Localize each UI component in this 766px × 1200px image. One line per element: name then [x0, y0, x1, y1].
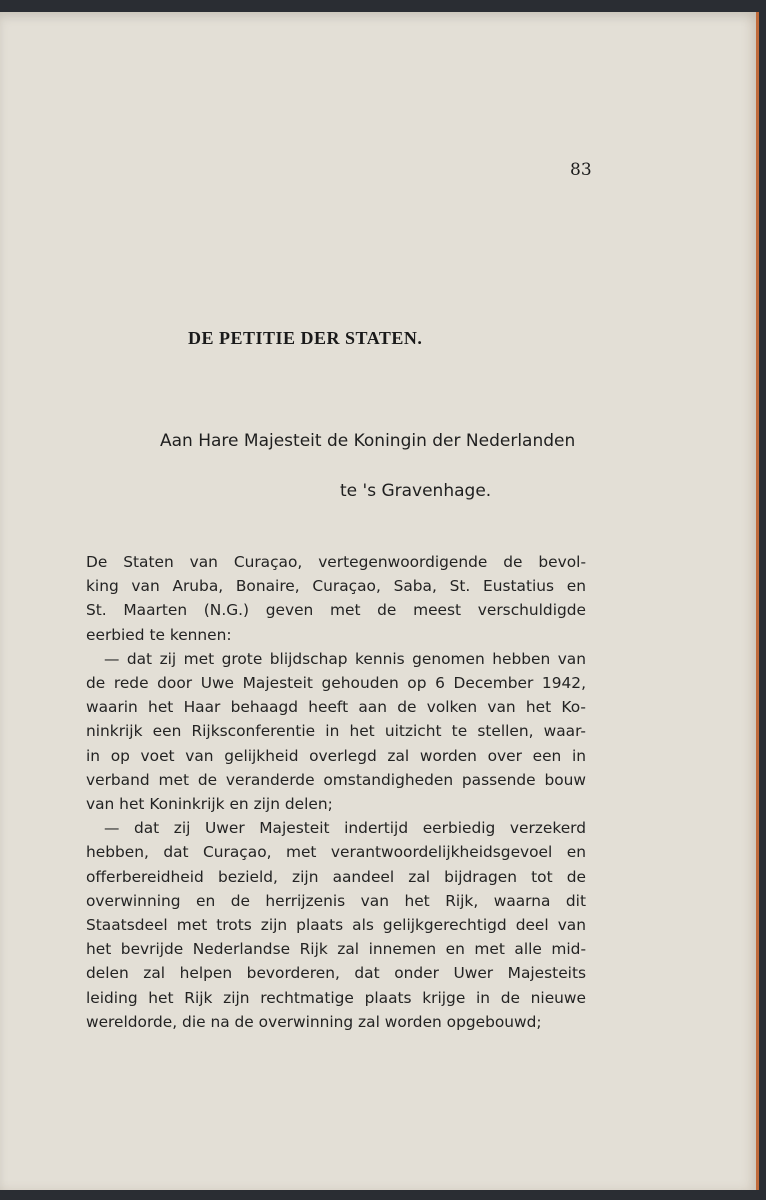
text-line: St. Maarten (N.G.) geven met de meest verschuldigde: [86, 601, 586, 620]
text-line: in op voet van gelijkheid overlegd zal worden over een in: [86, 746, 586, 765]
text-line: offerbereidheid bezield, zijn aandeel zal bijdragen tot de: [86, 867, 586, 886]
page-title: DE PETITIE DER STATEN.: [188, 328, 423, 348]
text-line: het bevrijde Nederlandse Rijk zal innemen en met alle mid-: [86, 940, 586, 959]
text-line: Staatsdeel met trots zijn plaats als gelijkgerechtigd deel van: [86, 916, 586, 935]
text-line: leiding het Rijk zijn rechtmatige plaats krijge in de nieuwe: [86, 988, 586, 1007]
text-line: van het Koninkrijk en zijn delen;: [86, 795, 333, 814]
page-number: 83: [570, 160, 592, 180]
text-line: king van Aruba, Bonaire, Curaçao, Saba, St. Eustatius en: [86, 577, 586, 596]
text-line: — dat zij met grote blijdschap kennis genomen hebben van: [104, 649, 586, 668]
text-line: ninkrijk een Rijksconferentie in het uitzicht te stellen, waar-: [86, 722, 586, 741]
text-line: — dat zij Uwer Majesteit indertijd eerbiedig verzekerd: [104, 819, 586, 838]
location-line: te 's Gravenhage.: [340, 481, 492, 501]
text-line: eerbied te kennen:: [86, 625, 232, 644]
document-page: [0, 12, 759, 1190]
text-line: delen zal helpen bevorderen, dat onder Uwer Majesteits: [86, 964, 586, 983]
text-line: de rede door Uwe Majesteit gehouden op 6 December 1942,: [86, 674, 586, 693]
text-line: overwinning en de herrijzenis van het Rijk, waarna dit: [86, 891, 586, 910]
petition-body: [86, 550, 586, 1034]
text-line: hebben, dat Curaçao, met verantwoordelijkheidsgevoel en: [86, 843, 586, 862]
text-line: De Staten van Curaçao, vertegenwoordigende de bevol-: [86, 553, 586, 571]
text-line: verband met de veranderde omstandigheden passende bouw: [86, 770, 586, 789]
text-line: wereldorde, die na de overwinning zal worden opgebouwd;: [86, 1012, 542, 1031]
text-line: waarin het Haar behaagd heeft aan de volken van het Ko-: [86, 698, 586, 717]
addressee-line: Aan Hare Majesteit de Koningin der Nederlanden: [160, 431, 576, 451]
